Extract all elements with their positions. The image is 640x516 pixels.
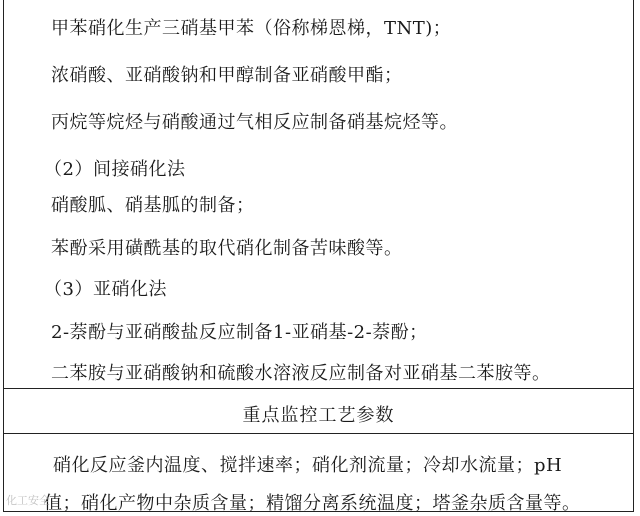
- text-line-9: 二苯胺与亚硝酸钠和硫酸水溶液反应制备对亚硝基二苯胺等。: [51, 363, 551, 384]
- subheading-indirect-nitration: （2）间接硝化法: [44, 159, 186, 180]
- text-line-1: 甲苯硝化生产三硝基甲苯（俗称梯恩梯，TNT)；: [51, 18, 452, 39]
- param-line-2: 值；硝化产物中杂质含量；精馏分离系统温度；塔釜杂质含量等。: [44, 493, 581, 514]
- watermark: 化工安全: [6, 494, 50, 507]
- subheading-nitrosation: （3）亚硝化法: [44, 279, 167, 300]
- text-line-5: 硝酸胍、硝基胍的制备；: [51, 195, 255, 216]
- text-line-3: 丙烷等烷烃与硝酸通过气相反应制备硝基烷烃等。: [51, 112, 458, 133]
- text-line-2: 浓硝酸、亚硝酸钠和甲醇制备亚硝酸甲酯；: [51, 65, 403, 86]
- text-line-8: 2-萘酚与亚硝酸盐反应制备1-亚硝基-2-萘酚；: [51, 322, 428, 343]
- section-header-title: 重点监控工艺参数: [242, 405, 395, 426]
- divider-bottom: [4, 433, 633, 434]
- divider-top: [4, 388, 633, 389]
- param-line-1: 硝化反应釜内温度、搅拌速率；硝化剂流量；冷却水流量；pH: [53, 455, 563, 476]
- document-table: [3, 0, 634, 512]
- text-line-6: 苯酚采用磺酰基的取代硝化制备苦味酸等。: [51, 238, 403, 259]
